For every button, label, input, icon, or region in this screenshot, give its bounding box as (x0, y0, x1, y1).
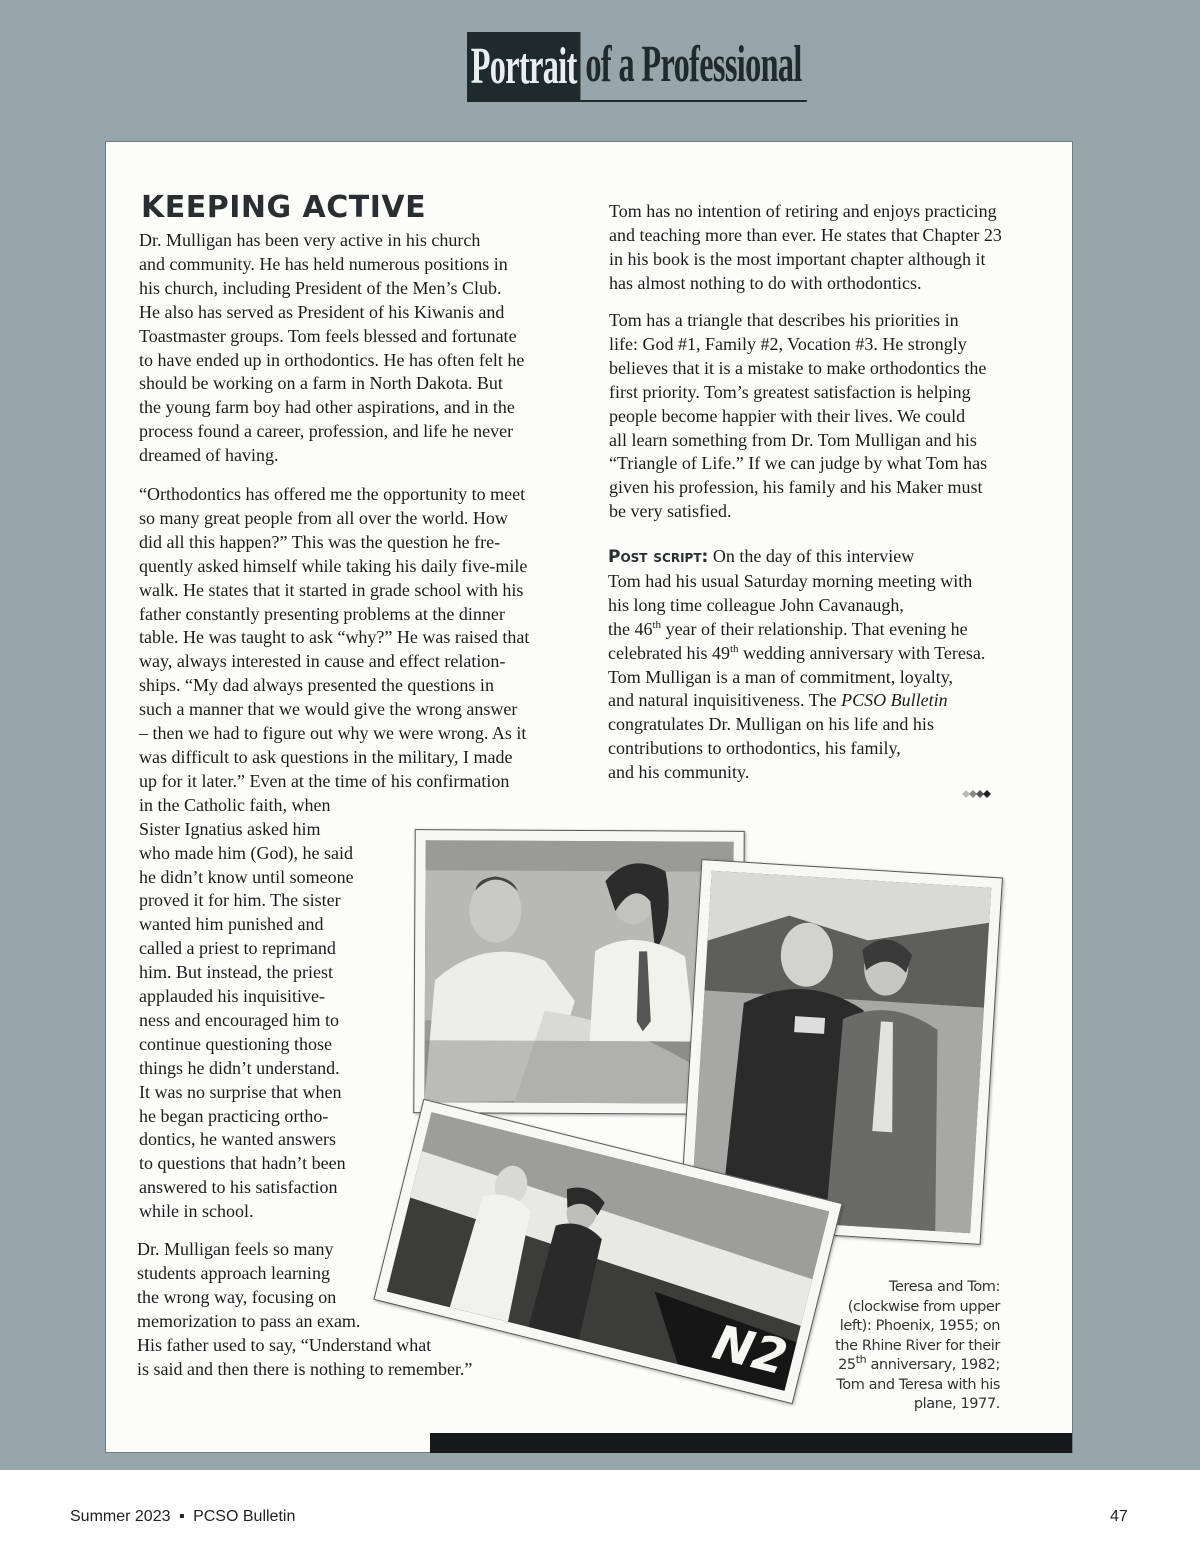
text-line (608, 642, 985, 666)
text-line: ness and encouraged him to (139, 1009, 339, 1030)
end-mark-diamonds-icon (958, 786, 996, 802)
caption-line: Teresa and Tom: (888, 1279, 1000, 1295)
text-line: Dr. Mulligan has been very active in his church (139, 230, 481, 250)
footer-bullet: ▪ (178, 1508, 185, 1525)
photo-caption (800, 1278, 1000, 1415)
text-fragment: anniversary, 1982; (866, 1357, 1000, 1373)
post-script-label: Post script: (608, 547, 709, 567)
text-line: believes that it is a mistake to make orthodontics the (609, 357, 987, 378)
text-line: continue questioning those (139, 1033, 332, 1054)
text-line: he didn’t know until someone (139, 866, 354, 887)
text-line: It was no surprise that when (139, 1081, 342, 1102)
text-line: who made him (God), he said (139, 842, 353, 863)
text-line: memorization to pass an exam. (137, 1310, 361, 1331)
text-line: proved it for him. The sister (139, 890, 341, 911)
page-footer-publication (70, 1508, 295, 1526)
text-line: the young farm boy had other aspirations, and in the (139, 397, 515, 418)
text-line: ships. “My dad always presented the questions in (139, 675, 494, 696)
text-line: dreamed of having. (139, 445, 279, 466)
text-line: answered to his satisfaction (139, 1177, 338, 1198)
text-line: quently asked himself while taking his daily five-mile (139, 555, 528, 576)
text-line: him. But instead, the priest (139, 962, 333, 983)
text-line: congratulates Dr. Mulligan on his life and his (608, 714, 934, 735)
text-line: Tom has no intention of retiring and enjoys practicing (609, 201, 997, 221)
text-line: “Orthodontics has offered me the opportunity to meet (139, 484, 526, 504)
text-fragment: year of their relationship. That evening he (661, 618, 968, 639)
text-fragment: and natural inquisitiveness. The (608, 690, 842, 711)
text-line: his church, including President of the Men’s Club. (139, 277, 502, 298)
text-line: while in school. (139, 1201, 254, 1222)
text-line (608, 689, 985, 713)
masthead-logo (467, 30, 807, 102)
text-fragment: the 46 (608, 618, 653, 639)
caption-line: the Rhine River for their (835, 1337, 1000, 1354)
photo-image (424, 840, 733, 1104)
text-line (608, 545, 985, 570)
text-line: table. He was taught to ask “why?” He was raised that (139, 627, 530, 648)
couple-sofa-photo (424, 840, 733, 1104)
caption-line: Tom and Teresa with his (836, 1376, 1000, 1393)
text-line: Toastmaster groups. Tom feels blessed and fortunate (139, 325, 517, 346)
text-line: and community. He has held numerous positions in (139, 253, 508, 274)
masthead-professional: of a Professional (580, 30, 806, 102)
text-line: first priority. Tom’s greatest satisfaction is helping (609, 381, 971, 402)
text-line: called a priest to reprimand (139, 938, 336, 959)
text-line: Tom Mulligan is a man of commitment, loyalty, (608, 666, 954, 687)
masthead-portrait: Portrait (467, 32, 580, 102)
text-line: be very satisfied. (609, 501, 732, 522)
ordinal-suffix: th (729, 642, 739, 655)
text-line: Tom had his usual Saturday morning meeting with (608, 570, 973, 591)
text-line: things he didn’t understand. (139, 1057, 340, 1078)
text-line: Dr. Mulligan feels so many (137, 1239, 334, 1259)
text-line: people become happier with their lives. We could (609, 405, 966, 426)
text-line: His father used to say, “Understand what (137, 1334, 432, 1355)
text-line: and his community. (608, 762, 750, 783)
left-paragraph-1 (139, 229, 524, 468)
text-line: “Triangle of Life.” If we can judge by what Tom has (609, 453, 988, 474)
text-line: process found a career, profession, and life he never (139, 421, 514, 442)
text-line: applauded his inquisitive- (139, 986, 325, 1007)
text-line: and teaching more than ever. He states that Chapter 23 (609, 224, 1002, 245)
text-line: such a manner that we would give the wrong answer (139, 699, 518, 720)
text-line: so many great people from all over the world. How (139, 507, 508, 528)
text-line (608, 618, 985, 642)
text-line: in the Catholic faith, when (139, 794, 331, 815)
footer-issue: Summer 2023 (70, 1508, 171, 1525)
ordinal-suffix: th (652, 618, 662, 631)
page-number: 47 (1110, 1508, 1128, 1525)
text-line: all learn something from Dr. Tom Mulligan and his (609, 429, 977, 450)
text-line: the wrong way, focusing on (137, 1286, 337, 1307)
text-fragment: 25 (838, 1357, 856, 1373)
text-line: should be working on a farm in North Dakota. But (139, 373, 503, 394)
text-line: has almost nothing to do with orthodontics. (609, 272, 922, 293)
text-line: he began practicing ortho- (139, 1105, 329, 1126)
plane-marking: N2 (707, 1314, 793, 1387)
text-line: to questions that hadn’t been (139, 1153, 346, 1174)
right-paragraph-1 (609, 200, 1002, 296)
section-heading: KEEPING ACTIVE (141, 190, 427, 225)
footer-publication: PCSO Bulletin (193, 1508, 296, 1525)
text-line: is said and then there is nothing to remember.” (137, 1358, 473, 1379)
text-fragment: celebrated his 49 (608, 642, 730, 663)
text-line: father constantly presenting problems at the dinner (139, 603, 505, 624)
text-line: did all this happen?” This was the question he fre- (139, 531, 501, 552)
caption-line: left): Phoenix, 1955; on (839, 1318, 1000, 1334)
text-line: students approach learning (137, 1262, 330, 1283)
caption-line: plane, 1977. (913, 1396, 1000, 1412)
text-line: life: God #1, Family #2, Vocation #3. He strongly (609, 333, 967, 354)
publication-title: PCSO Bulletin (841, 690, 948, 711)
text-line: walk. He states that it started in grade school with his (139, 579, 524, 600)
text-line: to have ended up in orthodontics. He has often felt he (139, 349, 525, 370)
text-line: contributions to orthodontics, his family, (608, 738, 901, 759)
caption-line (800, 1353, 1000, 1376)
ordinal-suffix: th (855, 1353, 867, 1367)
text-line: given his profession, his family and his Maker must (609, 477, 983, 498)
text-fragment: wedding anniversary with Teresa. (738, 642, 986, 663)
text-line: wanted him punished and (139, 914, 324, 935)
text-line: was difficult to ask questions in the military, I made (139, 746, 513, 767)
text-line: dontics, he wanted answers (139, 1129, 336, 1150)
text-line: Tom has a triangle that describes his priorities in (609, 310, 959, 330)
panel-footer-bar (430, 1433, 1072, 1453)
text-fragment: On the day of this interview (712, 546, 915, 566)
text-line: his long time colleague John Cavanaugh, (608, 594, 904, 615)
text-line: – then we had to figure out why we were wrong. As it (139, 723, 527, 744)
text-line: Sister Ignatius asked him (139, 818, 321, 839)
text-line: in his book is the most important chapter although it (609, 248, 986, 269)
text-line: way, always interested in cause and effect relation- (139, 651, 506, 672)
text-line: up for it later.” Even at the time of his confirmation (139, 770, 510, 791)
post-script-paragraph (608, 545, 985, 785)
caption-line: (clockwise from upper (847, 1298, 1000, 1315)
right-paragraph-2 (609, 309, 987, 524)
text-line: He also has served as President of his Kiwanis and (139, 301, 505, 322)
